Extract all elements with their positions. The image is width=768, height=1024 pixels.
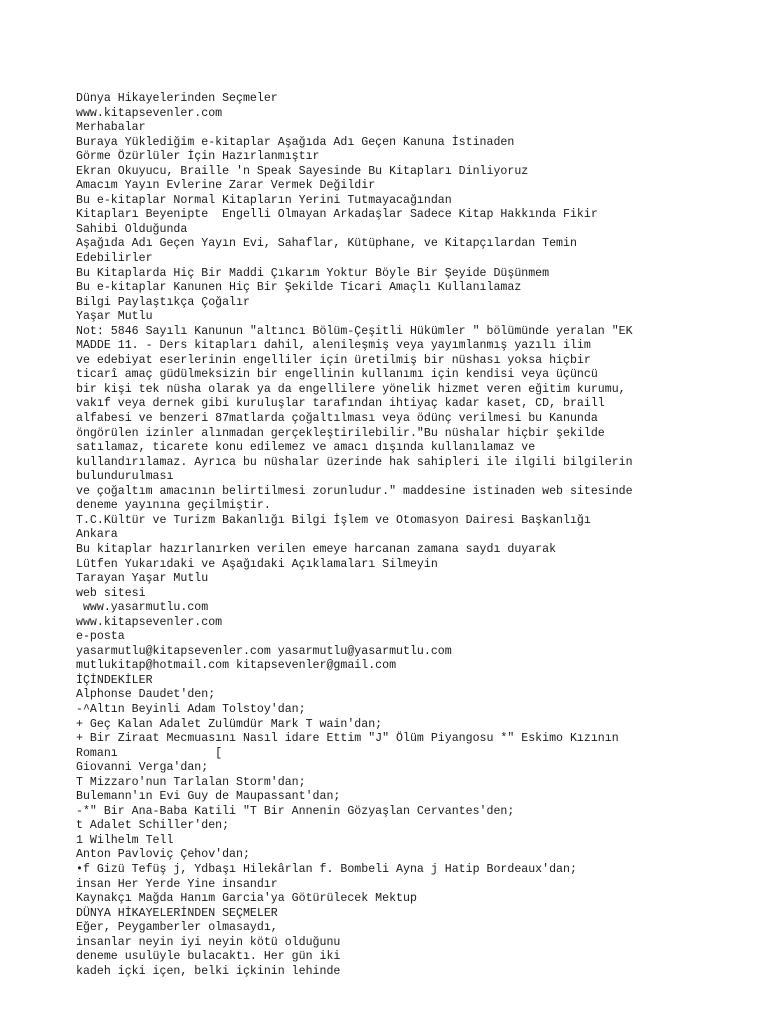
document-line: + Geç Kalan Adalet Zulümdür Mark T wain'dan; [76,717,383,731]
document-line: Alphonse Daudet'den; [76,688,216,702]
document-line: Romanı [ [76,746,223,760]
document-line: bulundurulması [76,470,174,484]
document-line: + Bir Ziraat Mecmuasını Nasıl idare Ettim "J" Ölüm Piyangosu *" Eskimo Kızının [76,732,619,746]
document-line: Görme Özürlüler İçin Hazırlanmıştır [76,150,320,164]
document-line: T Mizzaro'nun Tarlalan Storm'dan; [76,775,306,789]
document-line: -^Altın Beyinli Adam Tolstoy'dan; [76,702,306,716]
document-line: •f Gizü Tefüş j, Ydbaşı Hilekârlan f. Bombeli Ayna j Hatip Bordeaux'dan; [76,862,577,876]
document-line: Edebilirler [76,252,153,266]
document-line: Anton Pavloviç Çehov'dan; [76,848,250,862]
document-line: Bilgi Paylaştıkça Çoğalır [76,295,250,309]
document-line: web sitesi [76,586,146,600]
document-line: T.C.Kültür ve Turizm Bakanlığı Bilgi İşlem ve Otomasyon Dairesi Başkanlığı [76,513,591,527]
document-line: Amacım Yayın Evlerine Zarar Vermek Değildir [76,179,376,193]
document-line: Bu Kitaplarda Hiç Bir Maddi Çıkarım Yoktur Böyle Bir Şeyide Düşünmem [76,266,550,280]
document-line: insanlar neyin iyi neyin kötü olduğunu [76,935,341,949]
document-line: kullandırılamaz. Ayrıca bu nüshalar üzerinde hak sahipleri ile ilgili bilgilerin [76,455,633,469]
document-line: MADDE 11. - Ders kitapları dahil, alenileşmiş veya yayımlanmış yazılı ilim [76,339,591,353]
document-line: Kaynakçı Mağda Hanım Garcia'ya Götürülecek Mektup [76,892,417,906]
document-line: öngörülen izinler alınmadan gerçekleştirilebilir."Bu nüshalar hiçbir şekilde [76,426,605,440]
document-line: www.kitapsevenler.com [76,615,223,629]
document-line: kadeh içki içen, belki içkinin lehinde [76,964,341,978]
document-line: Bu kitaplar hazırlanırken verilen emeye harcanan zamana saydı duyarak [76,542,557,556]
document-line: -*" Bir Ana-Baba Katili "T Bir Annenin Gözyaşlan Cervantes'den; [76,804,515,818]
document-line: bir kişi tek nüsha olarak ya da engellilere yönelik hizmet veren eğitim kurumu, [76,382,626,396]
document-line: ve çoğaltım amacının belirtilmesi zorunludur." maddesine istinaden web sitesinde [76,484,633,498]
document-line: www.kitapsevenler.com [76,106,223,120]
document-line: Eğer, Peygamberler olmasaydı, [76,921,278,935]
document-line: Not: 5846 Sayılı Kanunun "altıncı Bölüm-Çeşitli Hükümler " bölümünde yeralan "EK [76,324,633,338]
document-line: Tarayan Yaşar Mutlu [76,572,209,586]
document-line: 1 Wilhelm Tell [76,833,174,847]
document-line: yasarmutlu@kitapsevenler.com yasarmutlu@yasarmutlu.com [76,644,452,658]
document-page [76,92,716,994]
document-line: Kitapları Beyenipte Engelli Olmayan Arkadaşlar Sadece Kitap Hakkında Fikir [76,208,598,222]
document-line: İÇİNDEKİLER [76,673,153,687]
document-line: Lütfen Yukarıdaki ve Aşağıdaki Açıklamaları Silmeyin [76,557,438,571]
document-line: vakıf veya dernek gibi kuruluşlar tarafından ihtiyaç kadar kaset, CD, braill [76,397,605,411]
document-line: ticarî amaç güdülmeksizin bir engellinin kullanımı için kendisi veya üçüncü [76,368,598,382]
document-line: Merhabalar [76,121,146,135]
document-line: ve edebiyat eserlerinin engelliler için üretilmiş bir nüshası yoksa hiçbir [76,353,591,367]
document-line: Buraya Yüklediğim e-kitaplar Aşağıda Adı Geçen Kanuna İstinaden [76,135,515,149]
document-line: Dünya Hikayelerinden Seçmeler [76,92,278,105]
document-line: deneme yayınına geçilmiştir. [76,499,271,513]
document-line: Bu e-kitaplar Normal Kitapların Yerini Tutmayacağından [76,193,452,207]
document-line: e-posta [76,630,125,644]
document-line: Ankara [76,528,118,542]
document-line: Yaşar Mutlu [76,310,153,324]
document-line: DÜNYA HİKAYELERİNDEN SEÇMELER [76,906,278,920]
document-line: Bulemann'ın Evi Guy de Maupassant'dan; [76,790,341,804]
document-line: Ekran Okuyucu, Braille 'n Speak Sayesinde Bu Kitapları Dinliyoruz [76,164,529,178]
document-line: alfabesi ve benzeri 87matlarda çoğaltılması veya ödünç verilmesi bu Kanunda [76,412,598,426]
document-line: Aşağıda Adı Geçen Yayın Evi, Sahaflar, Kütüphane, ve Kitapçılardan Temin [76,237,577,251]
document-line: satılamaz, ticarete konu edilemez ve amacı dışında kullanılamaz ve [76,441,536,455]
document-line: mutlukitap@hotmail.com kitapsevenler@gmail.com [76,659,397,673]
document-line: Bu e-kitaplar Kanunen Hiç Bir Şekilde Ticari Amaçlı Kullanılamaz [76,281,522,295]
document-line: insan Her Yerde Yine insandır [76,877,278,891]
document-line [76,979,716,994]
document-line: Giovanni Verga'dan; [76,761,209,775]
document-line: www.yasarmutlu.com [76,601,209,615]
document-line: t Adalet Schiller'den; [76,819,230,833]
document-line: Sahibi Olduğunda [76,222,188,236]
document-line: deneme usulüyle bulacaktı. Her gün iki [76,950,341,964]
